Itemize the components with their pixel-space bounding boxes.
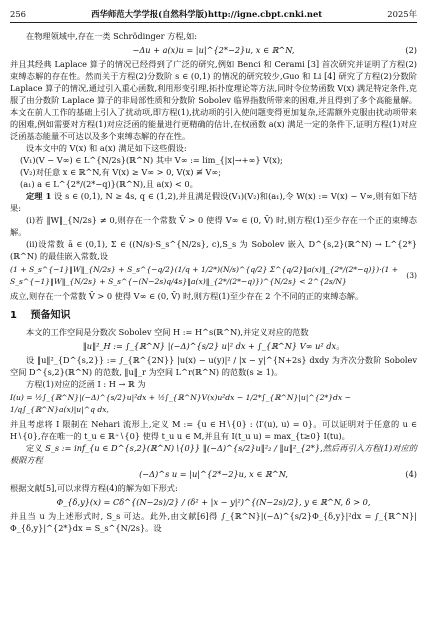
- equation-number: (4): [405, 469, 417, 479]
- paragraph: 成立,则存在一个常数 V̄ > 0 使得 V∞ ∈ (0, V̄) 时,则方程(1)至少存在 2 个不同的正的束缚态解。: [10, 291, 364, 301]
- journal-title: 西华师范大学学报(自然科学版)http://igne.cbpt.cnki.net: [91, 9, 323, 19]
- equation-number: (3): [406, 271, 417, 280]
- section-number: 1: [10, 310, 17, 321]
- paragraph: 本文的工作空间是分数次 Sobolev 空间 H := H^s(ℝ^N),并定义对应的范数: [26, 327, 309, 337]
- equation-norm: ‖u‖²_H := ∫_{ℝ^N} |(−Δ)^{s/2} u|² dx + ∫_{ℝ^N} V∞ u² dx。: [82, 341, 345, 351]
- definition: [10, 442, 417, 466]
- theorem-part-ii: (ii)设常数 ā ∈ (0,1), Σ ∈ ((N/s)·S_s^{N/2s}, c),S_s 为 Sobolev 嵌入 D^{s,2}(ℝ^N) → L^{2*}(ℝ^N) 的最佳嵌入常数,设: [10, 239, 417, 261]
- paragraph: 根据文献[5],可以求得方程(4)的解为如下形式:: [10, 483, 178, 493]
- equation-4: (−Δ)^s u = |u|^{2*−2}u, x ∈ ℝ^N, (4): [139, 469, 417, 479]
- section-heading: [10, 310, 417, 322]
- year: 2025年: [387, 9, 417, 19]
- equation-number: (2): [405, 45, 417, 55]
- paragraph: 设本文中的 V(x) 和 a(x) 满足如下这些假设:: [26, 143, 187, 153]
- paragraph: 在物理领域中,存在一类 Schrödinger 方程,如:: [26, 31, 198, 41]
- assumption-v2: (V₂)对任意 x ∈ ℝ^N,有 V(x) ≥ V∞ > 0, V(x) ≢ V∞;: [20, 167, 222, 177]
- definition-text: S_s := inf_{u ∈ D^{s,2}(ℝ^N)∖{0}} ‖(−Δ)^{s/2}u‖²₂ / ‖u‖²_{2*},然后再引入方程(1)对应的极限方程: [10, 443, 417, 465]
- page-number: 256: [10, 9, 26, 19]
- paragraph: 方程(1)对应的泛函 I : H → ℝ 为: [26, 379, 146, 389]
- theorem-part-i: (i)若 ‖W‖_{N/2s} ≠ 0,则存在一个常数 V̄ > 0 使得 V∞ ∈ (0, V̄) 时,则方程(1)至少存在一个正的束缚态解。: [10, 215, 417, 237]
- assumption-v1: (V₁)(V − V∞) ∈ L^{N/2s}(ℝ^N) 其中 V∞ := lim_{|x|→+∞} V(x);: [20, 155, 283, 165]
- section-title: 预备知识: [30, 310, 71, 321]
- paragraph: 并且当 u 为上述形式时, S_s 可达。此外,由文献[6]得 ∫_{ℝ^N}|(−Δ)^{s/2}Φ_{δ,y}|²dx = ∫_{ℝ^N}|Φ_{δ,y}|^{2*}dx = S_s^{N/2s}。设: [10, 511, 417, 533]
- equation-2: −Δu + a(x)u = |u|^{2*−2}u, x ∈ ℝ^N, (2): [132, 45, 417, 55]
- theorem-label: 定理 1: [26, 191, 52, 201]
- assumption-a1: (a₁) a ∈ L^{2*/(2*−q)}(ℝ^N),且 a(x) < 0。: [20, 179, 198, 189]
- paragraph: 并且其经典 Laplace 算子的情况已经得到了广泛的研究,例如 Benci 和 Cerami [3] 首次研究并证明了方程(2)束缚态解的存在性。然而关于方程(2)分数阶 s ∈ (0,1) 的情况的研究较少,Guo 和 Li [4] 研究了方程(2)分数阶 Laplace 算子的情况,通过引入重心函数,利用形变引理,拓扑度理论等方法,同时令位势函数 V(x) 满足特定条件,克服了由分数阶 Laplace 算子的非局部性质和分数阶 Sobolev 临界指数所带来的困难,并且得到了多个高能量解。本文在前人工作的基础上引入了扰动项,即方程(1),扰动项的引入使问题变得更加复杂,还需额外克服由扰动项带来的困难,例如需要对方程(1)对应泛函的能量进行更精确的估计,在权函数 a(x) 满足一定的条件下,证明方程(1)对应泛函基态能量不可达以及多个束缚态解的存在性。: [10, 59, 417, 141]
- running-header: [10, 6, 417, 23]
- theorem-1: [10, 190, 417, 214]
- article-body: [10, 30, 417, 534]
- paragraph: 设 ‖u‖²_{D^{s,2}} := ∫_{ℝ^{2N}} |u(x) − u(y)|² / |x − y|^{N+2s} dxdy 为齐次分数阶 Sobolev 空间 D^{s,2}(ℝ^N) 的范数, ‖u‖_r 为空间 L^r(ℝ^N) 的范数(s ≥ 1)。: [10, 355, 417, 377]
- definition-label: 定义: [26, 443, 43, 453]
- equation-phi: Φ_{δ,y}(x) = Cδ^{(N−2s)/2} / (δ² + |x − y|²)^{(N−2s)/2}, y ∈ ℝ^N, δ > 0,: [56, 497, 371, 507]
- equation-functional: I(u) = ½∫_{ℝ^N}|(−Δ)^{s/2}u|²dx + ½∫_{ℝ^N}V(x)u²dx − 1/2*∫_{ℝ^N}|u|^{2*}dx − 1/q∫_{ℝ^N}a(x)|u|^q dx,: [10, 393, 351, 414]
- equation-3: (1 + S_s^{−1}‖W‖_{N/2s} + S_s^{−q/2}(1/q + 1/2*)(N/s)^{q/2} Σ^{q/2}‖a(x)‖_{2*/(2*−q)})·(1 + S_s^{−1}‖W‖_{N/2s} + S_s^{−(N−2s)q/4s}‖a(x)‖_{2*/(2*−q)})^{N/2s} < 2^{2s/N} (3): [10, 265, 417, 286]
- paragraph: 并且考虑将 I 限制在 Nehari 流形上,定义 M := {u ∈ H∖{0} : ⟨I′(u), u⟩ = 0}。可以证明对于任意的 u ∈ H∖{0},存在唯一的 t_u ∈ ℝ⁺∖{0} 使得 t_u u ∈ M,并且有 I(t_u u) = max_{t≥0} I(tu)。: [10, 419, 417, 441]
- theorem-text: 设 s ∈ (0,1), N ≥ 4s, q ∈ (1,2),并且满足假设(V₁)(V₂)和(a₁),令 W(x) := V(x) − V∞,则有如下结果:: [10, 191, 417, 213]
